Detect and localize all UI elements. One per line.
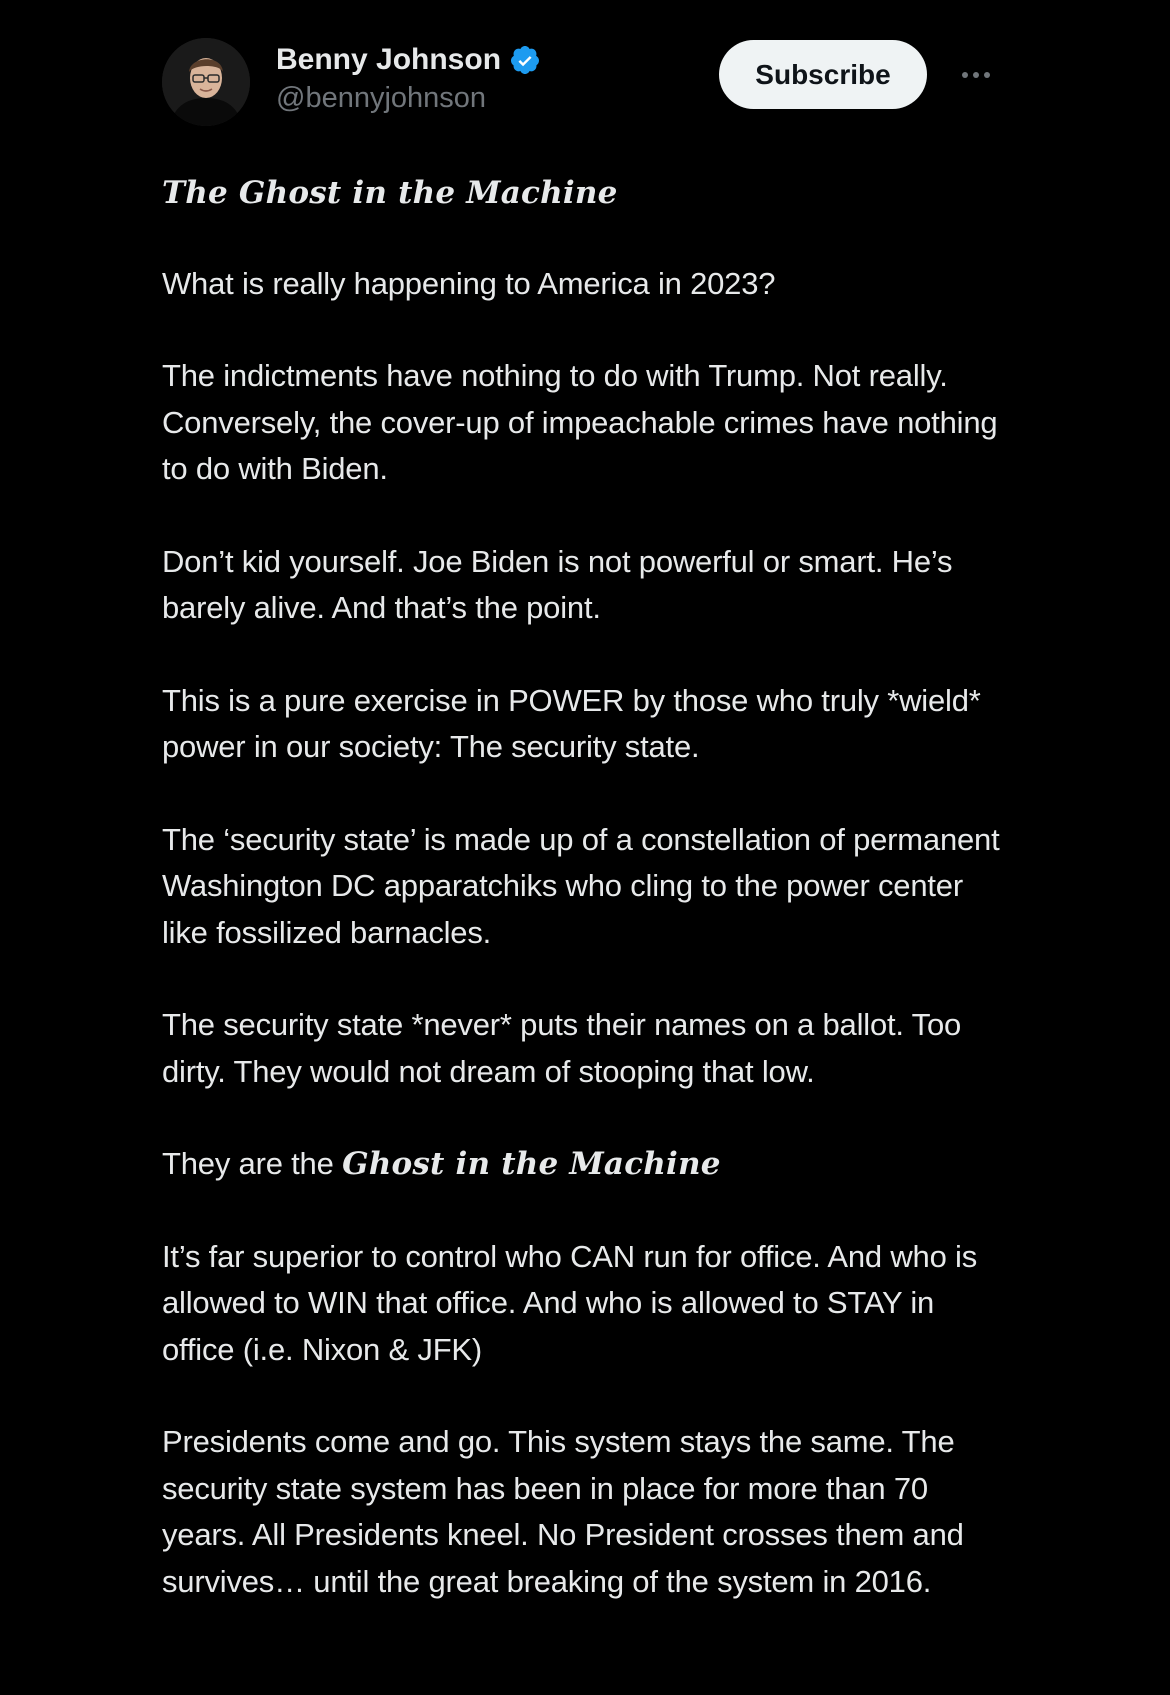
post-body: [162, 170, 1002, 1605]
post: [162, 38, 1002, 1651]
more-options-icon[interactable]: [956, 58, 996, 92]
author-name-row: [276, 40, 541, 80]
verified-badge-icon[interactable]: [509, 44, 541, 76]
paragraph-7: [162, 1141, 1002, 1188]
avatar[interactable]: [162, 38, 250, 126]
paragraph-1: What is really happening to America in 2023?: [162, 265, 776, 301]
paragraph-8: It’s far superior to control who CAN run for office. And who is allowed to WIN that office. And who is allowed to STAY in office (i.e. Nixon & JFK): [162, 1238, 978, 1367]
paragraph-3: Don’t kid yourself. Joe Biden is not powerful or smart. He’s barely alive. And that’s the point.: [162, 543, 953, 625]
post-header: [162, 38, 1002, 126]
author-info: [276, 40, 541, 115]
paragraph-7-prefix: They are the: [162, 1146, 343, 1181]
paragraph-7-emphasis: Ghost in the Machine: [342, 1146, 721, 1182]
post-title-text: The Ghost in the Machine: [162, 175, 618, 211]
avatar-portrait-icon: [162, 38, 250, 126]
author-display-name[interactable]: Benny Johnson: [276, 43, 502, 76]
paragraph-6: The security state *never* puts their names on a ballot. Too dirty. They would not dream of stooping that low.: [162, 1007, 962, 1089]
paragraph-9: Presidents come and go. This system stays the same. The security state system has been in place for more than 70 years. All Presidents kneel. No President crosses them and survives… until the great breaking of the system in 2016.: [162, 1424, 964, 1599]
paragraph-5: The ‘security state’ is made up of a constellation of permanent Washington DC apparatchiks who cling to the power center like fossilized barnacles.: [162, 821, 1000, 950]
post-title: [162, 170, 1002, 217]
author-handle[interactable]: @bennyjohnson: [276, 82, 487, 114]
paragraph-2: The indictments have nothing to do with Trump. Not really. Conversely, the cover-up of impeachable crimes have nothing to do with Biden.: [162, 358, 998, 486]
subscribe-button[interactable]: Subscribe: [719, 40, 927, 109]
paragraph-4: This is a pure exercise in POWER by those who truly *wield* power in our society: The security state.: [162, 682, 981, 764]
